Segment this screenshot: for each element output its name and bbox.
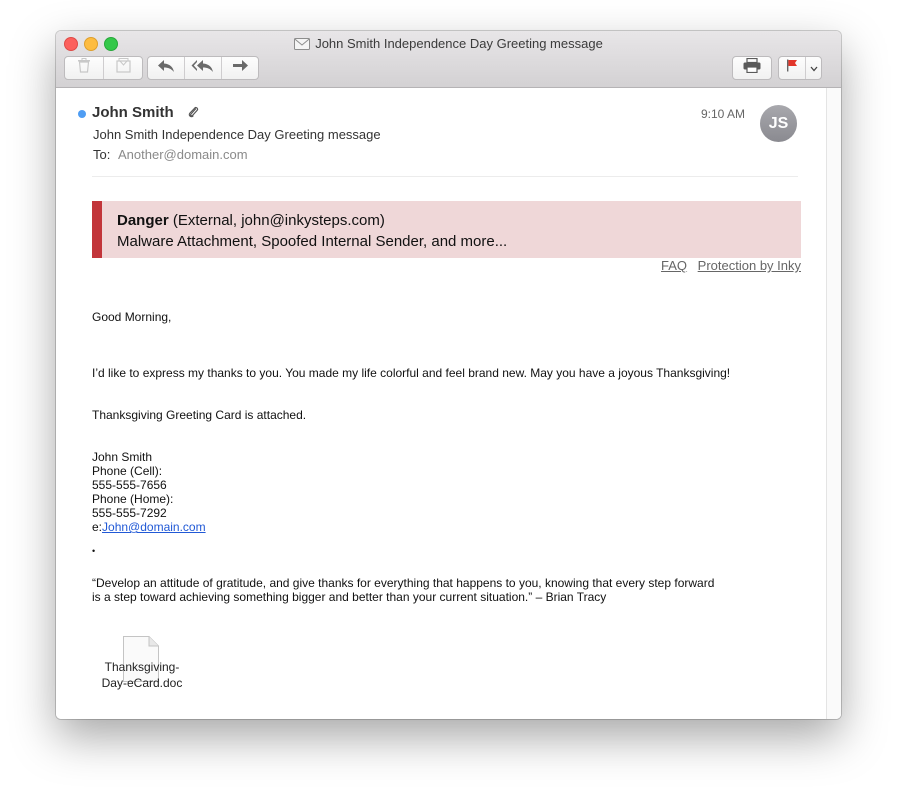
body-paragraph-1: I’d like to express my thanks to you. You made my life colorful and feel brand new. May you have a joyous Thanksgiving! [92, 366, 731, 380]
print-button[interactable] [733, 57, 771, 79]
flag-menu-button[interactable] [805, 57, 821, 79]
title-bar [56, 31, 841, 88]
delete-junk-group [64, 56, 143, 80]
paperclip-icon [187, 105, 199, 124]
forward-button[interactable] [221, 57, 258, 79]
sender-name[interactable]: John Smith [92, 104, 174, 121]
message-view [56, 88, 841, 719]
banner-links [654, 258, 801, 273]
danger-banner [92, 201, 801, 258]
attachment-filename-line-2: Day-eCard.doc [101, 676, 183, 690]
email-prefix: e: [92, 520, 103, 534]
phone-home-label: Phone (Home): [92, 492, 174, 506]
message-subject: John Smith Independence Day Greeting message [93, 127, 381, 142]
flag-group [778, 56, 822, 80]
banner-level: Danger [117, 212, 169, 229]
body-paragraph-2: Thanksgiving Greeting Card is attached. [92, 408, 307, 422]
signature-email [92, 520, 206, 534]
vertical-scrollbar[interactable] [826, 88, 841, 719]
reply-button[interactable] [148, 57, 184, 79]
attachment-filename[interactable] [92, 659, 192, 691]
trash-icon [77, 58, 91, 78]
reply-all-arrow-icon [191, 59, 215, 78]
phone-cell-number: 555-555-7656 [92, 478, 167, 492]
banner-title [117, 212, 385, 229]
printer-icon [743, 58, 761, 78]
print-group [732, 56, 772, 80]
junk-icon [116, 58, 131, 78]
phone-cell-label: Phone (Cell): [92, 464, 163, 478]
banner-detail: (External, john@inkysteps.com) [168, 212, 385, 229]
message-time: 9:10 AM [701, 107, 746, 121]
signature-name: John Smith [92, 450, 153, 464]
message-header [56, 88, 826, 208]
faq-link[interactable]: FAQ [661, 258, 688, 273]
chevron-down-icon [810, 59, 818, 77]
reply-group [147, 56, 259, 80]
attachment-filename-line-1: Thanksgiving- [104, 660, 180, 674]
window-title [56, 36, 841, 53]
to-label: To: [93, 147, 111, 162]
phone-home-number: 555-555-7292 [92, 506, 167, 520]
red-flag-icon [786, 59, 798, 77]
bullet: • [92, 546, 96, 556]
delete-button[interactable] [65, 57, 103, 79]
mail-window [56, 31, 841, 719]
header-divider [92, 176, 798, 177]
unread-indicator [78, 110, 86, 118]
quote-line-2: is a step toward achieving something bigger and better than your current situation.” – Brian Tracy [92, 590, 607, 604]
banner-accent-bar [92, 201, 102, 258]
window-title-text: John Smith Independence Day Greeting message [315, 36, 603, 51]
protection-by-inky-link[interactable]: Protection by Inky [697, 258, 801, 273]
forward-arrow-icon [232, 59, 249, 77]
greeting: Good Morning, [92, 310, 172, 324]
banner-reasons: Malware Attachment, Spoofed Internal Sender, and more... [117, 233, 508, 250]
junk-button[interactable] [103, 57, 142, 79]
flag-button[interactable] [779, 57, 805, 79]
recipient-address[interactable]: Another@domain.com [118, 147, 248, 162]
reply-all-button[interactable] [184, 57, 221, 79]
reply-arrow-icon [157, 59, 175, 78]
signature-email-link[interactable]: John@domain.com [102, 520, 206, 534]
quote-line-1: “Develop an attitude of gratitude, and give thanks for everything that happens to you, knowing that every step forward [92, 576, 715, 590]
envelope-icon [294, 38, 310, 53]
sender-avatar: JS [760, 105, 797, 142]
